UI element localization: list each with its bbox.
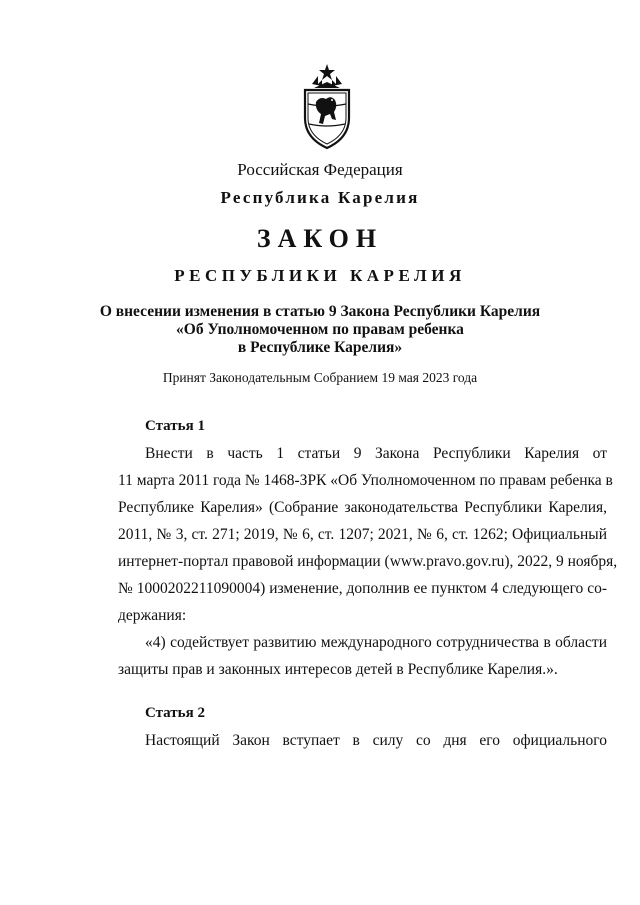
law-subject — [0, 303, 640, 357]
article-1-heading: Статья 1 — [145, 418, 205, 434]
article-1-line: Внести в часть 1 статьи 9 Закона Республики Карелия от — [145, 445, 607, 462]
issuer-label: РЕСПУБЛИКИ КАРЕЛИЯ — [174, 266, 466, 285]
article-1-line: 11 марта 2011 года № 1468-ЗРК «Об Уполномоченном по правам ребенка в — [118, 472, 613, 489]
article-1-line: интернет-портал правовой информации (www.pravo.gov.ru), 2022, 9 ноября, — [118, 553, 618, 570]
subject-line: «Об Уполномоченном по правам ребенка — [176, 321, 464, 338]
document-type: ЗАКОН — [256, 224, 384, 253]
article-2-line: Настоящий Закон вступает в силу со дня его официального — [145, 732, 607, 749]
subject-line: в Республике Карелия» — [237, 339, 403, 356]
article-2-heading: Статья 2 — [145, 705, 205, 721]
adoption-note: Принят Законодательным Собранием 19 мая 2023 года — [162, 370, 478, 385]
article-1-line: № 1000202211090004) изменение, дополнив ее пунктом 4 следующего со- — [118, 580, 607, 597]
subject-line: О внесении изменения в статью 9 Закона Республики Карелия — [99, 303, 541, 320]
article-1-line: держания: — [118, 607, 187, 624]
article-1-line: «4) содействует развитию международного сотрудничества в области — [145, 634, 607, 651]
republic-label: Республика Карелия — [220, 188, 420, 207]
article-1-line: Республике Карелия» (Собрание законодательства Республики Карелия, — [118, 499, 607, 516]
federation-label: Российская Федерация — [237, 160, 403, 179]
article-1-line: 2011, № 3, ст. 271; 2019, № 6, ст. 1207; 2021, № 6, ст. 1262; Официальный — [118, 526, 607, 543]
karelia-coat-of-arms-icon — [298, 62, 356, 150]
article-1-line: защиты прав и законных интересов детей в Республике Карелия.». — [118, 661, 558, 678]
